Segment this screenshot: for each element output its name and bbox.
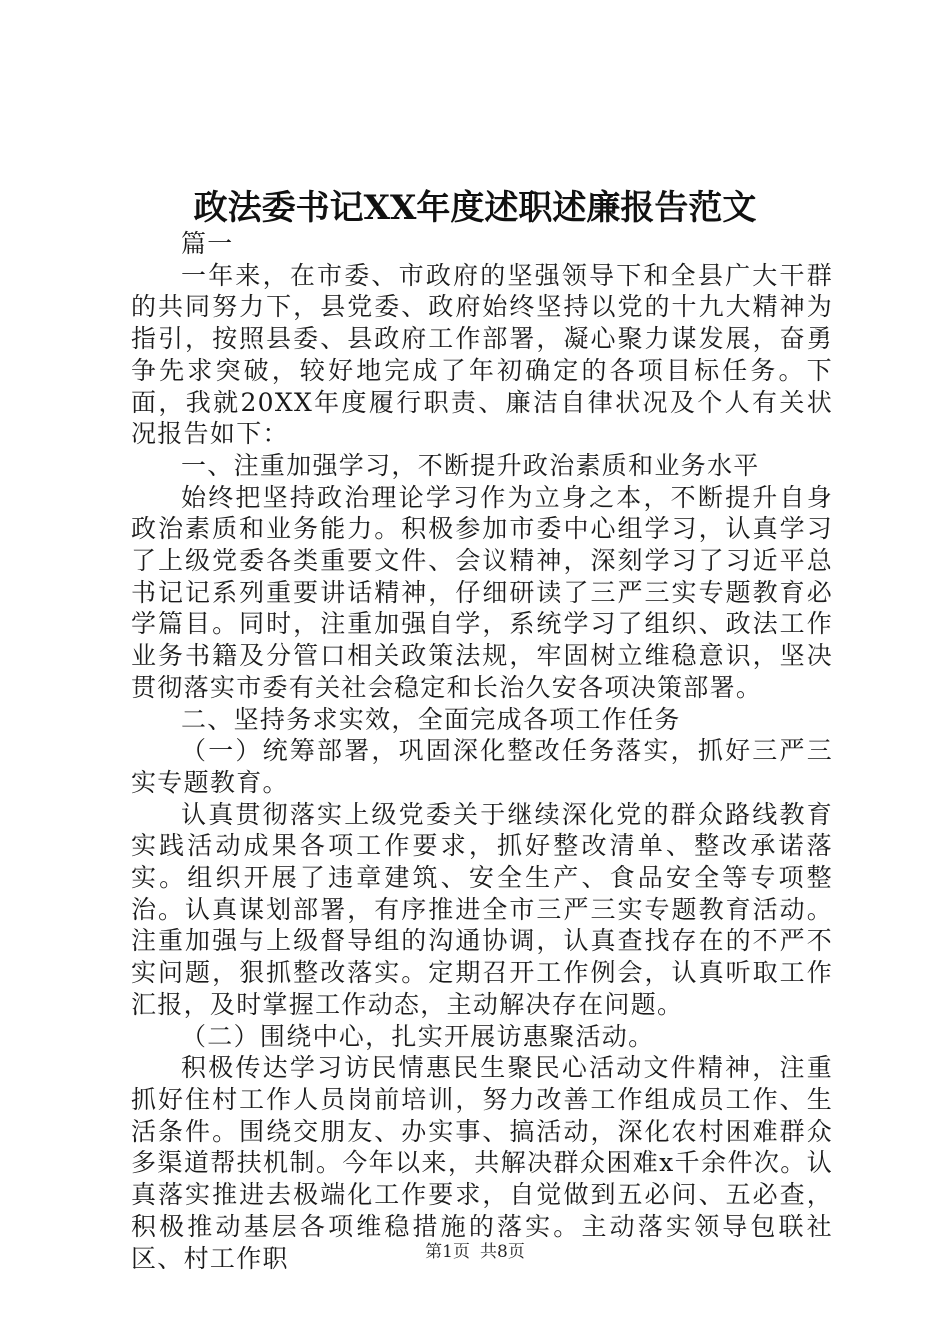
document-title: 政法委书记XX年度述职述廉报告范文: [193, 188, 757, 228]
document-body: [131, 228, 833, 1274]
body-paragraph: 认真贯彻落实上级党委关于继续深化党的群众路线教育实践活动成果各项工作要求，抓好整改清单、整改承诺落实。组织开展了违章建筑、安全生产、食品安全等专项整治。认真谋划部署，有序推进全市三严三实专题教育活动。注重加强与上级督导组的沟通协调，认真查找存在的不严不实问题，狠抓整改落实。定期召开工作例会，认真听取工作汇报，及时掌握工作动态，主动解决存在问题。: [131, 799, 833, 1019]
subheading: （一）统筹部署，巩固深化整改任务落实，抓好三严三实专题教育。: [131, 736, 833, 797]
body-paragraph: 积极传达学习访民情惠民生聚民心活动文件精神，注重抓好住村工作人员岗前培训，努力改善工作组成员工作、生活条件。围绕交朋友、办实事、搞活动，深化农村困难群众多渠道帮扶机制。今年以来，共解决群众困难x千余件次。认真落实推进去极端化工作要求，自觉做到五必问、五必查，积极推动基层各项维稳措施的落实。主动落实领导包联社区、村工作职: [131, 1053, 833, 1273]
subheading: （二）围绕中心，扎实开展访惠聚活动。: [181, 1021, 655, 1051]
page-total: 共8页: [480, 1242, 525, 1262]
page-footer: [0, 1240, 950, 1264]
body-paragraph: 始终把坚持政治理论学习作为立身之本，不断提升自身政治素质和业务能力。积极参加市委中心组学习，认真学习了上级党委各类重要文件、会议精神，深刻学习了习近平总书记记系列重要讲话精神，仔细研读了三严三实专题教育必学篇目。同时，注重加强自学，系统学习了组织、政法工作业务书籍及分管口相关政策法规，牢固树立维稳意识，坚决贯彻落实市委有关社会稳定和长治久安各项决策部署。: [131, 482, 833, 702]
intro-paragraph: 一年来，在市委、市政府的坚强领导下和全县广大干群的共同努力下，县党委、政府始终坚持以党的十九大精神为指引，按照县委、县政府工作部署，凝心聚力谋发展，奋勇争先求突破，较好地完成了年初确定的各项目标任务。下面，我就20XX年度履行职责、廉洁自律状况及个人有关状况报告如下：: [131, 260, 833, 449]
heading-two: 二、坚持务求实效，全面完成各项工作任务: [181, 704, 681, 734]
section-label: 篇一: [181, 229, 234, 258]
page-number: 第1页: [425, 1242, 470, 1262]
heading-one: 一、注重加强学习，不断提升政治素质和业务水平: [181, 450, 760, 480]
